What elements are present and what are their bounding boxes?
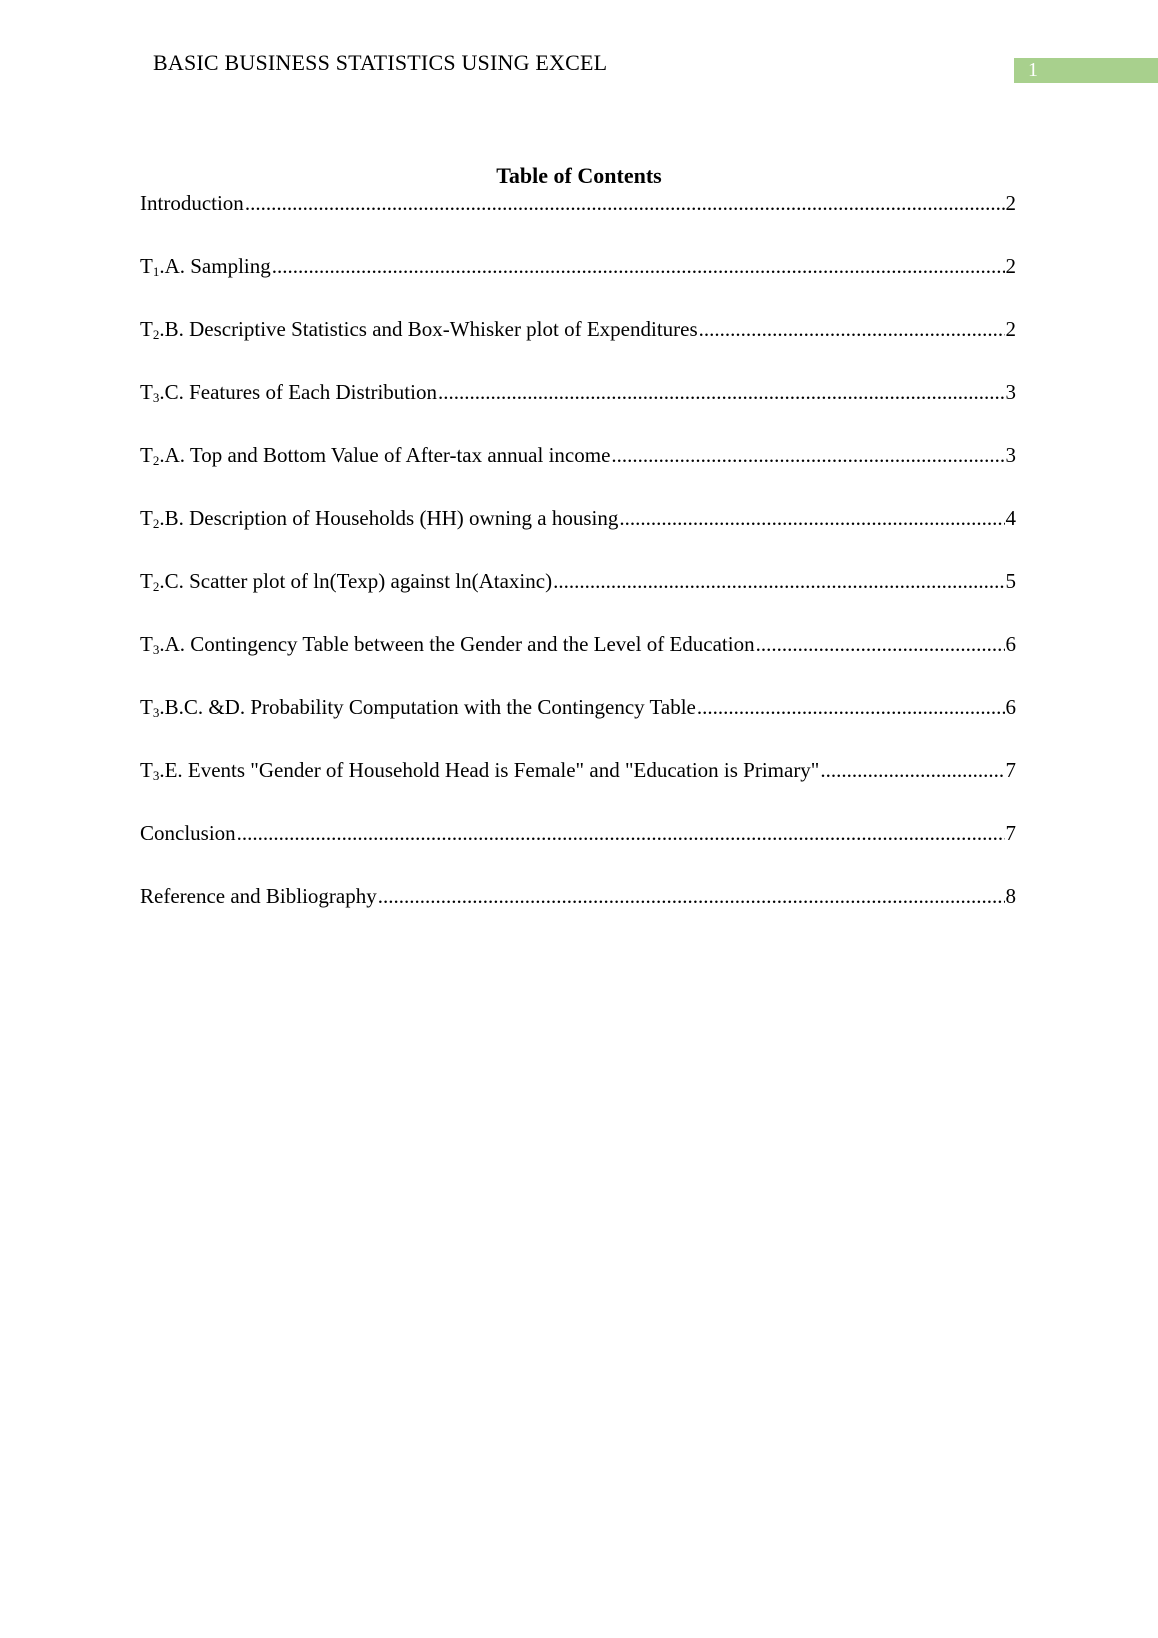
table-of-contents xyxy=(140,191,1016,947)
toc-page-number: 3 xyxy=(1005,443,1016,467)
toc-dot-leader xyxy=(756,632,1005,657)
toc-entry-label: $T_2.B$. Descriptive Statistics and Box-Whisker plot of Expenditures xyxy=(140,317,698,342)
toc-dot-leader xyxy=(237,821,1005,846)
toc-entry-households-housing[interactable] xyxy=(140,506,1016,569)
toc-entry-label: $T_3.C$. Features of Each Distribution xyxy=(140,380,437,405)
toc-dot-leader xyxy=(619,506,1004,531)
toc-page-number: 7 xyxy=(1005,821,1016,845)
toc-page-number: 6 xyxy=(1005,695,1016,719)
page-number-badge: 1 xyxy=(1014,58,1158,83)
toc-dot-leader xyxy=(272,254,1005,279)
toc-entry-contingency-table[interactable] xyxy=(140,632,1016,695)
toc-entry-label: $T_3.E$. Events "Gender of Household Head is Female" and "Education is Primary" xyxy=(140,758,820,783)
running-header-title: BASIC BUSINESS STATISTICS USING EXCEL xyxy=(153,50,608,75)
toc-entry-label: $T_3.A$. Contingency Table between the Gender and the Level of Education xyxy=(140,632,755,657)
toc-entry-descriptive-statistics[interactable] xyxy=(140,317,1016,380)
toc-heading: Table of Contents xyxy=(496,163,662,188)
toc-page-number: 4 xyxy=(1005,506,1016,530)
toc-entry-conclusion[interactable] xyxy=(140,821,1016,884)
toc-page-number: 8 xyxy=(1005,884,1016,908)
toc-entry-scatter-plot[interactable] xyxy=(140,569,1016,632)
toc-entry-probability-computation[interactable] xyxy=(140,695,1016,758)
toc-dot-leader xyxy=(699,317,1005,342)
toc-page-number: 6 xyxy=(1005,632,1016,656)
toc-entry-references[interactable] xyxy=(140,884,1016,947)
toc-entry-label: $T_2.C$. Scatter plot of ln(Texp) against ln(Ataxinc) xyxy=(140,569,553,594)
toc-entry-features-distribution[interactable] xyxy=(140,380,1016,443)
toc-page-number: 2 xyxy=(1005,191,1016,215)
toc-entry-label: $T_2.A$. Top and Bottom Value of After-tax annual income xyxy=(140,443,611,468)
toc-entry-label: Introduction xyxy=(140,191,244,215)
toc-page-number: 2 xyxy=(1005,254,1016,278)
toc-entry-label: Conclusion xyxy=(140,821,236,845)
toc-dot-leader xyxy=(611,443,1004,468)
toc-entry-label: $T_3.B.C$. &D. Probability Computation with the Contingency Table xyxy=(140,695,696,720)
toc-dot-leader xyxy=(553,569,1004,594)
toc-entry-label: $T_1.A$. Sampling xyxy=(140,254,271,279)
toc-page-number: 3 xyxy=(1005,380,1016,404)
toc-dot-leader xyxy=(378,884,1005,909)
toc-entry-label: Reference and Bibliography xyxy=(140,884,377,908)
toc-entry-events[interactable] xyxy=(140,758,1016,821)
toc-entry-top-bottom-income[interactable] xyxy=(140,443,1016,506)
toc-dot-leader xyxy=(697,695,1005,720)
toc-entry-introduction[interactable] xyxy=(140,191,1016,254)
toc-page-number: 7 xyxy=(1005,758,1016,782)
toc-page-number: 5 xyxy=(1005,569,1016,593)
toc-dot-leader xyxy=(245,191,1005,216)
toc-dot-leader xyxy=(438,380,1005,405)
toc-entry-sampling[interactable] xyxy=(140,254,1016,317)
toc-dot-leader xyxy=(820,758,1004,783)
toc-entry-label: $T_2.B$. Description of Households (HH) owning a housing xyxy=(140,506,619,531)
toc-page-number: 2 xyxy=(1005,317,1016,341)
